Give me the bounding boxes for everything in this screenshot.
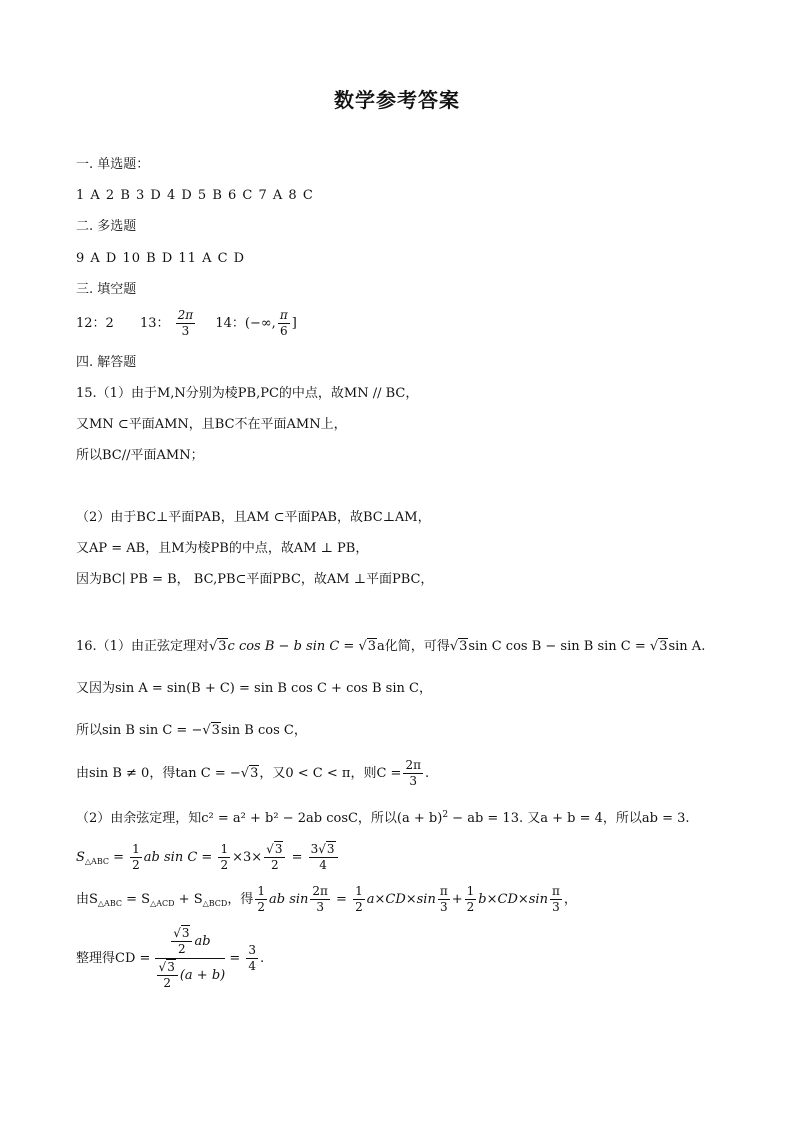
q16-l1-text-d: sin C cos B − sin B sin C =: [468, 639, 650, 654]
q15-line-6: 因为BC∣ PB = B， BC,PB⊂平面PBC，故AM ⊥平面PBC，: [76, 572, 434, 587]
period: .: [260, 951, 265, 966]
denominator: 3: [409, 774, 418, 788]
denominator: 2: [132, 858, 140, 872]
radicand: 3: [367, 639, 377, 654]
radicand: 3: [659, 639, 668, 654]
q16-l3-text-b: sin B cos C，: [220, 723, 307, 738]
equals: =: [108, 850, 129, 865]
page-title: 数学参考答案: [334, 88, 460, 112]
q14-denominator: 6: [279, 324, 288, 338]
section-solution-heading: 四. 解答题: [76, 355, 137, 370]
numerator: 2π: [312, 884, 328, 898]
radicand: 3: [218, 639, 227, 654]
sqrt-3: √3: [202, 723, 220, 738]
sqrt-3-c: √3: [449, 639, 468, 654]
q16-line-7: 由$S_{\triangle ABC} = S_{\triangle ACD} + S_{\triangle BCD}$，得 $\frac{1}{2}$ ab sin $\frac{2\pi}{3}$ = $\frac{1}{2}$ a×CD×sin $\frac{\pi}{3}$ + $\frac{1}{2}$ b×CD×sin $\frac{\pi}{3}$ ，: [76, 884, 577, 914]
radicand: 3: [181, 926, 190, 940]
b-cd-sin-text: b×CD×sin: [478, 892, 548, 907]
sqrt-3-b: √3: [358, 639, 377, 654]
numerator: [309, 842, 338, 858]
plus: +: [451, 892, 463, 907]
section-single-choice-answers: 1 A 2 B 3 D 4 D 5 B 6 C 7 A 8 C: [76, 188, 314, 203]
equals: =: [229, 951, 241, 966]
numerator: 1: [132, 842, 140, 856]
q16-l1-text-a: 16.（1）由正弦定理对: [76, 639, 209, 654]
equals: =: [287, 850, 307, 865]
fill-blank-answers: [76, 306, 297, 342]
q16-l8-text: 整理得CD =: [76, 951, 151, 966]
numerator: 1: [220, 842, 229, 856]
exponent: 2: [442, 810, 449, 820]
subscript: △ABC: [97, 899, 122, 908]
denominator: 2: [178, 942, 186, 956]
q16-line-3: [76, 722, 307, 740]
q16-l4-text-b: ，又0 < C < π，则C =: [259, 766, 402, 781]
q16-l1-text-b: c cos B − b sin C =: [227, 639, 359, 654]
q16-l7-text-c: + S: [174, 892, 203, 907]
radicand: 3: [211, 723, 220, 738]
compound-numerator: [155, 926, 226, 959]
q16-l7-text-b: = S: [121, 892, 151, 907]
cd-compound-fraction: [155, 926, 226, 991]
sqrt3-over-2-fraction: [264, 842, 285, 873]
a-cd-sin-text: a×CD×sin: [366, 892, 436, 907]
q16-l5-text-a: （2）由余弦定理，知c² = a² + b² − 2ab cosC，所以(a + b): [76, 811, 443, 826]
q15-line-1: 15.（1）由于M,N分别为棱PB,PC的中点，故MN // BC，: [76, 386, 419, 401]
denominator: 2: [257, 900, 265, 914]
q13-numerator: 2π: [177, 308, 194, 322]
q16-line-6: [76, 838, 340, 882]
numerator: 2π: [405, 758, 421, 772]
q16-line-8: [76, 926, 265, 990]
q16-l3-text-a: 所以sin B sin C = −: [76, 723, 203, 738]
half-fraction: [255, 884, 267, 915]
period: .: [424, 766, 430, 781]
q13-fraction: [176, 308, 196, 339]
sqrt-3: √3: [266, 842, 283, 856]
a-plus-b-text: (a + b): [179, 968, 226, 983]
half-fraction: [130, 842, 142, 873]
q16-l1-text-c: a化简，可得: [377, 639, 450, 654]
numerator: 1: [466, 884, 475, 898]
numerator: [264, 842, 285, 858]
q14-left: (−∞,: [244, 316, 276, 331]
q16-l1-text-e: sin A.: [668, 639, 706, 654]
numerator: [157, 960, 178, 976]
sqrt-3: √3: [173, 926, 190, 940]
q16-l7-text-d: ，得: [227, 892, 254, 907]
sqrt-3: √3: [318, 842, 335, 856]
denominator: 4: [248, 959, 257, 973]
half-fraction: [465, 884, 477, 915]
half-fraction: [353, 884, 365, 915]
denominator: 2: [270, 858, 279, 872]
q14-label: 14：: [215, 316, 245, 331]
sqrt-3-a: √3: [208, 639, 227, 654]
denominator: 2: [163, 976, 172, 990]
q16-l7-text-a: 由S: [76, 892, 98, 907]
sqrt3-over-2-fraction: [171, 926, 192, 957]
sqrt-3-d: √3: [649, 639, 668, 654]
q16-l4-text-a: 由sin B ≠ 0，得tan C = −: [76, 766, 241, 781]
q12-label: 12：: [76, 316, 106, 331]
denominator: 2: [355, 900, 363, 914]
radicand: 3: [274, 842, 283, 856]
q15-line-3: 所以BC//平面AMN；: [76, 448, 204, 463]
denominator: 4: [319, 858, 327, 872]
q16-line-1: [76, 638, 705, 656]
numerator: 3: [248, 943, 257, 957]
q16-line-4: [76, 756, 429, 792]
coefficient: 3: [310, 842, 319, 856]
cd-result-fraction: [246, 943, 258, 974]
denominator: 2: [466, 900, 475, 914]
pi-over-3: [438, 884, 450, 915]
q13-label: 13：: [139, 316, 170, 331]
compound-denominator: [155, 959, 226, 991]
section-single-choice-heading: 一. 单选题：: [76, 157, 150, 172]
area-result-fraction: [309, 842, 338, 873]
sqrt-3: √3: [158, 960, 175, 974]
area-symbol: S: [76, 850, 85, 865]
q16-l5-text-b: − ab = 13. 又a + b = 4，所以ab = 3.: [448, 811, 690, 826]
sqrt3-over-2-fraction: [157, 960, 178, 991]
denominator: 3: [316, 900, 324, 914]
ab-text: ab: [194, 934, 211, 949]
q13-denominator: 3: [181, 324, 190, 338]
q14-right: ]: [291, 316, 297, 331]
area-subscript: △ABC: [84, 857, 109, 866]
q16-line-2: 又因为sin A = sin(B + C) = sin B cos C + cos B sin C，: [76, 681, 432, 696]
denominator: 2: [220, 858, 229, 872]
two-pi-over-3: [310, 884, 330, 915]
q12-value: 2: [105, 316, 114, 331]
section-multi-choice-heading: 二. 多选题: [76, 219, 137, 234]
q14-fraction: [278, 308, 290, 339]
q15-line-4: （2）由于BC⊥平面PAB，且AM ⊂平面PAB，故BC⊥AM，: [76, 510, 431, 525]
ab-sin-text: ab sin: [268, 892, 309, 907]
subscript: △BCD: [202, 899, 228, 908]
times-text: ×3×: [232, 850, 263, 865]
denominator: 3: [552, 900, 560, 914]
half-fraction: [218, 842, 230, 873]
numerator: π: [439, 884, 448, 898]
comma: ，: [563, 892, 577, 907]
q14-numerator: π: [279, 308, 288, 322]
q16-line-5: [76, 806, 690, 828]
radicand: 3: [326, 842, 335, 856]
section-multi-choice-answers: 9 A D 10 B D 11 A C D: [76, 251, 246, 266]
numerator: 1: [257, 884, 265, 898]
radicand: 3: [250, 766, 259, 781]
section-fill-blank-heading: 三. 填空题: [76, 282, 137, 297]
numerator: [171, 926, 192, 942]
c-value-fraction: [403, 758, 423, 789]
pi-over-3: [550, 884, 562, 915]
q16-l6-text: ab sin C =: [143, 850, 217, 865]
numerator: 1: [355, 884, 363, 898]
radicand: 3: [459, 639, 468, 654]
sqrt-3: √3: [240, 766, 259, 781]
subscript: △ACD: [150, 899, 175, 908]
radicand: 3: [167, 960, 175, 974]
q15-line-2: 又MN ⊂平面AMN，且BC不在平面AMN上，: [76, 417, 347, 432]
numerator: π: [551, 884, 560, 898]
q15-line-5: 又AP = AB，且M为棱PB的中点，故AM ⊥ PB，: [76, 541, 369, 556]
denominator: 3: [439, 900, 448, 914]
